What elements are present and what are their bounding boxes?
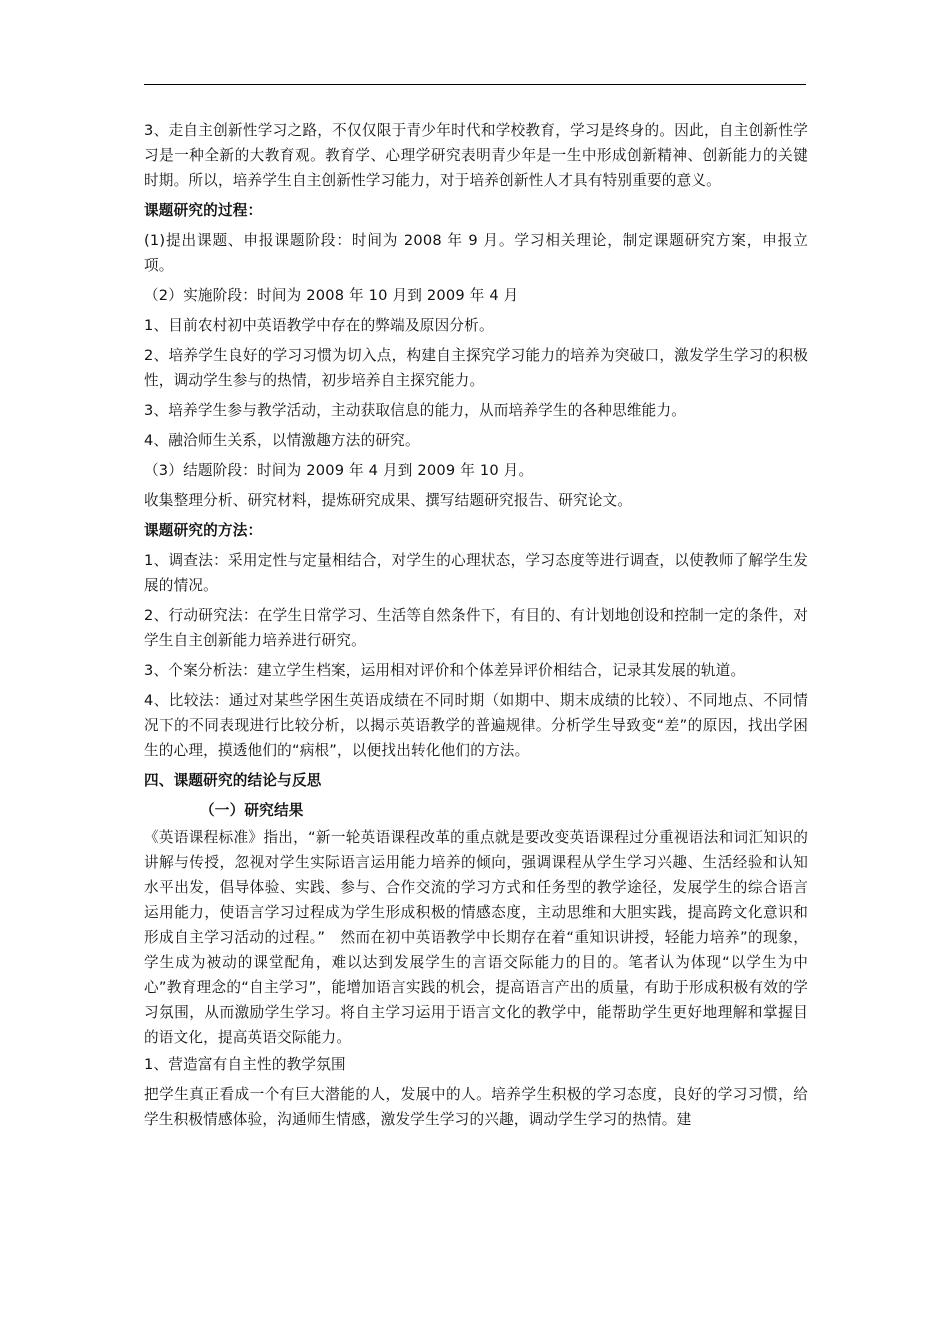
paragraph-curriculum-standard: 《英语课程标准》指出，“新一轮英语课程改革的重点就是要改变英语课程过分重视语法和词汇知识的讲解与传授，忽视对学生实际语言运用能力培养的倾向，强调课程从学生学习兴趣、生活经验和认知水平出发，倡导体验、实践、参与、合作交流的学习方式和任务型的教学途径，发展学生的综合语言运用能力，使语言学习过程成为学生形成积极的情感态度，主动思维和大胆实践，提高跨文化意识和形成自主学习活动的过程。” 然而在初中英语教学中长期存在着“重知识讲授，轻能力培养”的现象，学生成为被动的课堂配角，难以达到发展学生的言语交际能力的目的。笔者认为体现“以学生为中心”教育理念的“自主学习”，能增加语言实践的机会，提高语言产出的质量，有助于形成积极有效的学习氛围，从而激励学生学习。将自主学习运用于语言文化的教学中，能帮助学生更好地理解和掌握目的语文化，提高英语交际能力。	[144, 829, 808, 1046]
document-body	[144, 118, 808, 1137]
section-heading-process: 课题研究的过程：	[144, 202, 263, 219]
subsection-heading-results: （一）研究结果	[200, 802, 304, 819]
paragraph-item-3: 3、培养学生参与教学活动，主动获取信息的能力，从而培养学生的各种思维能力。	[144, 402, 687, 419]
paragraph-item-2: 2、培养学生良好的学习习惯为切入点，构建自主探究学习能力的培养为突破口，激发学生学习的积极性，调动学生参与的热情，初步培养自主探究能力。	[144, 347, 808, 389]
section-heading-conclusion: 四、课题研究的结论与反思	[144, 772, 322, 789]
paragraph-atmosphere-title: 1、营造富有自主性的教学氛围	[144, 1056, 346, 1073]
paragraph-collect: 收集整理分析、研究材料，提炼研究成果、撰写结题研究报告、研究论文。	[144, 492, 633, 509]
paragraph-stage-2: （2）实施阶段：时间为 2008 年 10 月到 2009 年 4 月	[144, 287, 519, 304]
section-heading-methods: 课题研究的方法：	[144, 522, 263, 539]
paragraph-stage-1: (1)提出课题、申报课题阶段：时间为 2008 年 9 月。学习相关理论，制定课题研究方案，申报立项。	[144, 232, 808, 274]
paragraph-method-1: 1、调查法：采用定性与定量相结合，对学生的心理状态，学习态度等进行调查，以使教师了解学生发展的情况。	[144, 552, 808, 594]
paragraph-atmosphere-body: 把学生真正看成一个有巨大潜能的人，发展中的人。培养学生积极的学习态度，良好的学习习惯，给学生积极情感体验，沟通师生情感，激发学生学习的兴趣，调动学生学习的热情。建	[144, 1086, 808, 1128]
paragraph-method-4: 4、比较法：通过对某些学困生英语成绩在不同时期（如期中、期末成绩的比较）、不同地点、不同情况下的不同表现进行比较分析，以揭示英语教学的普遍规律。分析学生导致变“差”的原因，找出学困生的心理，摸透他们的“病根”，以便找出转化他们的方法。	[144, 692, 808, 759]
paragraph-method-2: 2、行动研究法：在学生日常学习、生活等自然条件下，有目的、有计划地创设和控制一定的条件，对学生自主创新能力培养进行研究。	[144, 607, 808, 649]
paragraph-item-1: 1、目前农村初中英语教学中存在的弊端及原因分析。	[144, 317, 494, 334]
paragraph-stage-3: （3）结题阶段：时间为 2009 年 4 月到 2009 年 10 月。	[144, 462, 534, 479]
paragraph-lifelong-learning: 3、走自主创新性学习之路，不仅仅限于青少年时代和学校教育，学习是终身的。因此，自主创新性学习是一种全新的大教育观。教育学、心理学研究表明青少年是一生中形成创新精神、创新能力的关键时期。所以，培养学生自主创新性学习能力，对于培养创新性人才具有特别重要的意义。	[144, 122, 808, 189]
paragraph-item-4: 4、融洽师生关系，以情激趣方法的研究。	[144, 432, 420, 449]
paragraph-method-3: 3、个案分析法：建立学生档案，运用相对评价和个体差异评价相结合，记录其发展的轨道。	[144, 662, 746, 679]
header-rule	[144, 84, 806, 85]
